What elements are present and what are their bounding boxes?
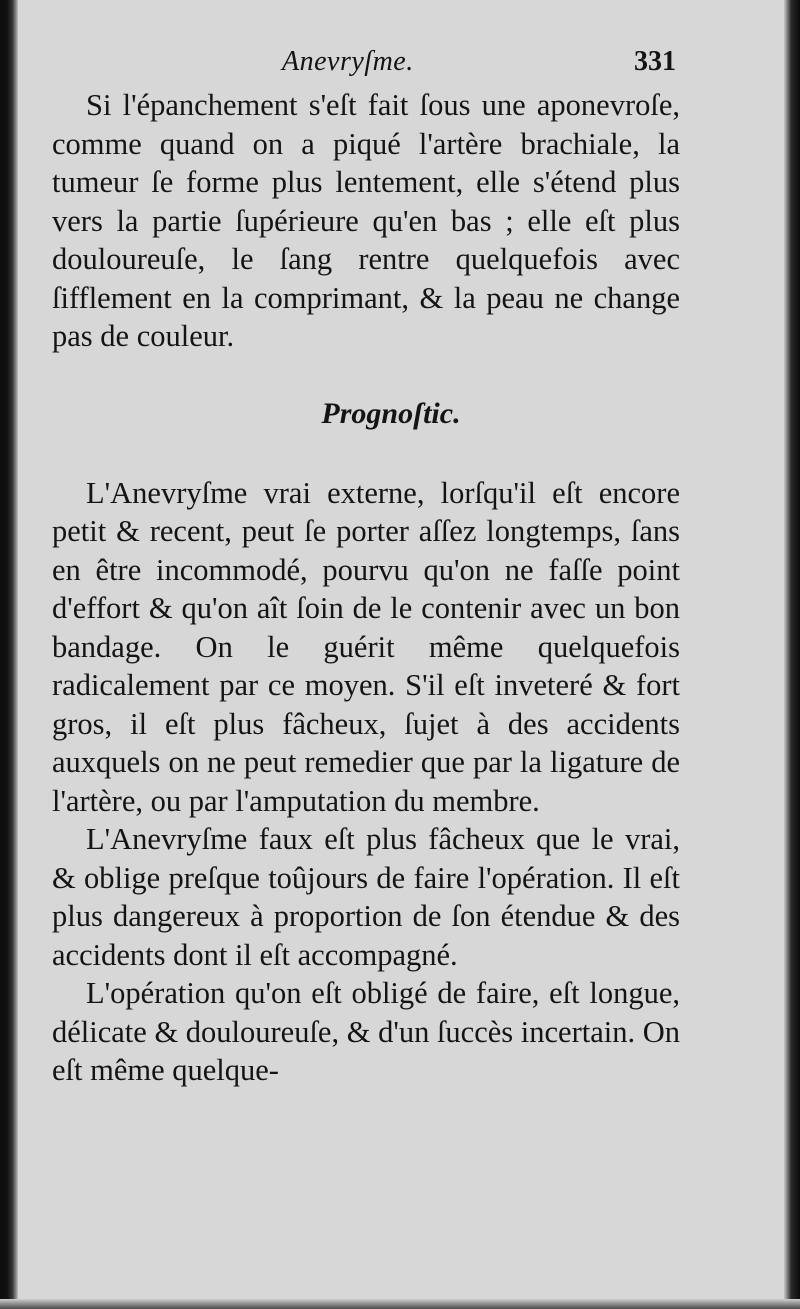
body-text bbox=[52, 86, 680, 1090]
text-block bbox=[52, 46, 680, 1090]
paragraph-4: L'opération qu'on eſt obligé de faire, eſt longue, délicate & douloureuſe, & d'un ſuccès incertain. On eſt même quelque- bbox=[52, 976, 680, 1087]
running-title: Anevryſme. bbox=[282, 46, 414, 77]
running-head bbox=[52, 46, 680, 86]
page-bottom-edge-shadow bbox=[0, 1299, 800, 1309]
section-heading: Prognoſtic. bbox=[321, 396, 461, 430]
paragraph-3: L'Anevryſme faux eſt plus fâcheux que le vrai, & oblige preſque toûjours de faire l'opération. Il eſt plus dangereux à proportion de ſon étendue & des accidents dont il eſt accompagné. bbox=[52, 822, 680, 972]
paragraph-2: L'Anevryſme vrai externe, lorſqu'il eſt encore petit & recent, peut ſe porter aſſez longtemps, ſans en être incommodé, pourvu qu'on ne faſſe point d'effort & qu'on aît ſoin de le contenir avec un bon bandage. On le guérit même quelquefois radicalement par ce moyen. S'il eſt inveteré & fort gros, il eſt plus fâcheux, ſujet à des accidents auxquels on ne peut remedier que par la ligature de l'artère, ou par l'amputation du membre. bbox=[52, 475, 680, 818]
page-right-edge-shadow bbox=[784, 0, 800, 1309]
page-left-edge-shadow bbox=[0, 0, 18, 1309]
paragraph-1: Si l'épanchement s'eſt fait ſous une aponevroſe, comme quand on a piqué l'artère brachiale, la tumeur ſe forme plus lentement, elle s'étend plus vers la partie ſupérieure qu'en bas ; elle eſt plus douloureuſe, le ſang rentre quelquefois avec ſifflement en la comprimant, & la peau ne change pas de couleur. bbox=[52, 88, 680, 353]
page-number: 331 bbox=[634, 46, 676, 77]
